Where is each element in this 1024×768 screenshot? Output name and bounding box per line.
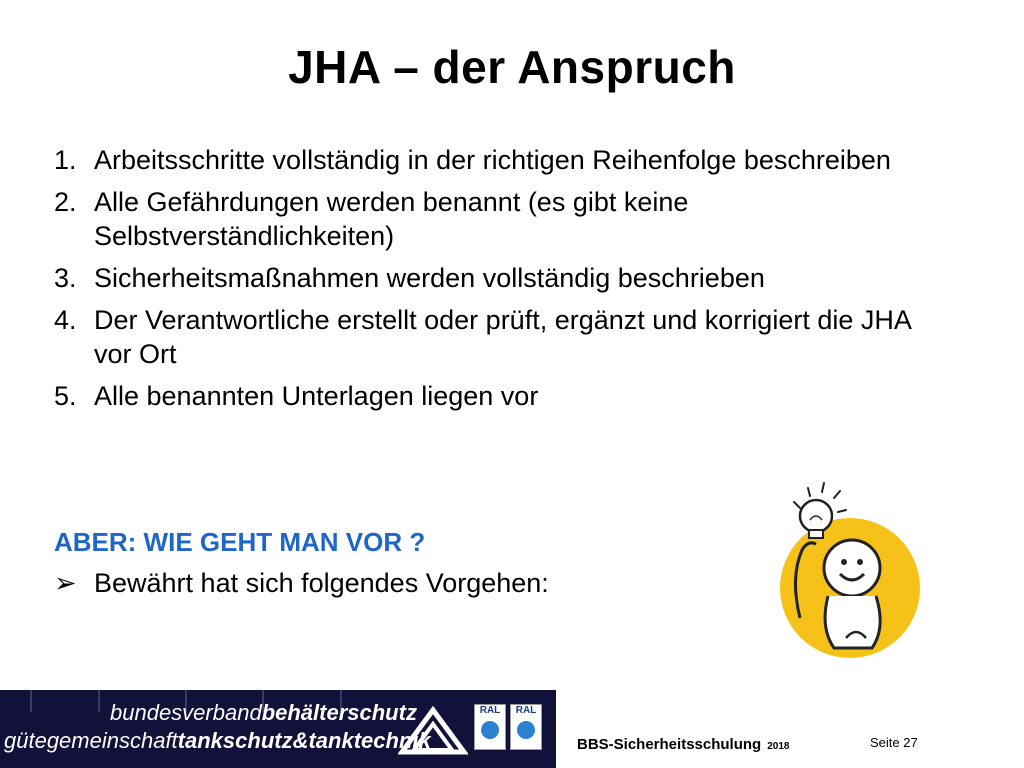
event-name: BBS-Sicherheitsschulung 2018	[577, 736, 790, 753]
list-text: Arbeitsschritte vollständig in der richtigen Reihenfolge beschreiben	[94, 145, 891, 175]
list-text: Alle Gefährdungen werden benannt (es gibt keine Selbstverständlichkeiten)	[94, 187, 689, 251]
list-number: 5.	[54, 381, 77, 411]
triangle-logo-icon	[398, 706, 468, 756]
list-item	[54, 261, 954, 295]
footer	[0, 690, 1024, 768]
page-number: Seite 27	[870, 735, 918, 750]
ral-seal-icon: RAL	[510, 704, 542, 750]
question-heading: ABER: WIE GEHT MAN VOR ?	[54, 527, 426, 557]
list-number: 1.	[54, 145, 77, 175]
arrow-bullet-item	[54, 568, 549, 599]
association-name-line2: gütegemeinschafttankschutz&tanktechnik	[4, 728, 431, 753]
list-item	[54, 185, 954, 253]
bullet-text: Bewährt hat sich folgendes Vorgehen:	[94, 568, 549, 598]
list-number: 2.	[54, 187, 77, 217]
arrow-bullet-icon: ➢	[54, 568, 77, 598]
list-text: Sicherheitsmaßnahmen werden vollständig beschrieben	[94, 263, 765, 293]
list-item	[54, 379, 954, 413]
list-item	[54, 143, 954, 177]
requirements-list	[54, 143, 954, 421]
association-banner	[0, 690, 556, 768]
idea-lightbulb-person-icon	[760, 478, 920, 658]
list-item	[54, 303, 954, 371]
association-name-line1: bundesverbandbehälterschutz	[110, 700, 417, 725]
slide-title: JHA – der Anspruch	[288, 41, 736, 93]
list-text: Der Verantwortliche erstellt oder prüft, ergänzt und korrigiert die JHA vor Ort	[94, 305, 911, 369]
ral-seal-icon: RAL	[474, 704, 506, 750]
list-text: Alle benannten Unterlagen liegen vor	[94, 381, 539, 411]
list-number: 3.	[54, 263, 77, 293]
list-number: 4.	[54, 305, 77, 335]
